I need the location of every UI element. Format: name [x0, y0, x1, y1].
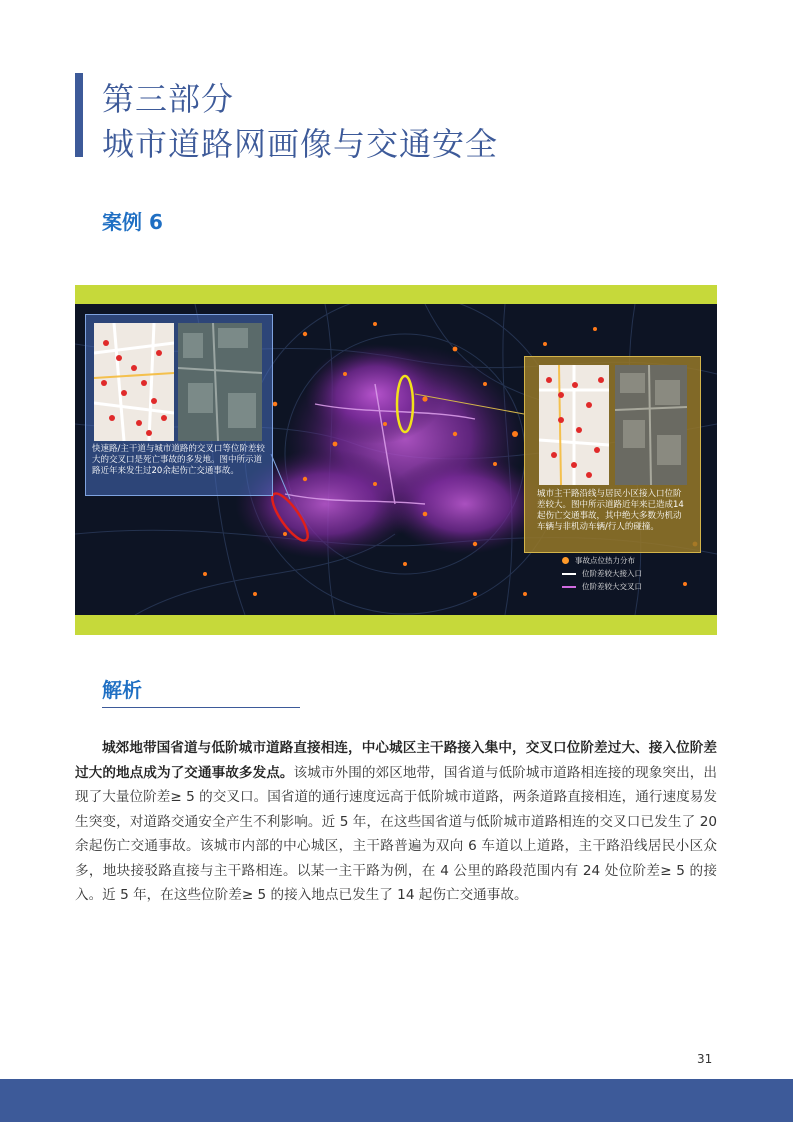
analysis-paragraph — [75, 736, 717, 908]
legend-label: 事故点位热力分布 — [575, 556, 635, 565]
right-callout — [524, 356, 701, 553]
white-line-icon — [562, 573, 576, 575]
legend-label: 位阶差较大交叉口 — [582, 582, 642, 591]
legend-label: 位阶差较大接入口 — [582, 569, 642, 578]
heat-dot-icon — [562, 557, 569, 564]
analysis-underline — [102, 707, 300, 708]
purple-line-icon — [562, 586, 576, 588]
paragraph-rest: 该城市外围的郊区地带，国省道与低阶城市道路相连接的现象突出，出现了大量位阶差≥ 5 的交叉口。国省道的通行速度远高于低阶城市道路，两条道路直接相连，通行速度易发生突变，对道路交通安全产生不利影响。近 5 年，在这些国省道与低阶城市道路相连的交叉口已发生了 20 余起伤亡交通事故。该城市内部的中心城区，主干路普遍为双向 6 车道以上道路，主干路沿线居民小区众多，地块接驳路直接与主干路相连。以某一主干路为例，在 4 公里的路段范围内有 24 处位阶差≥ 5 的接入。近 5 年，在这些位阶差≥ 5 的接入地点已发生了 14 起伤亡交通事故。 — [75, 764, 717, 903]
satellite-thumbnail — [178, 323, 262, 441]
paragraph-lead: 城郊地带国省道与低阶城市道路直接相连，中心城区主干路接入集中，交叉口位阶差过大、接入位阶差过大的地点成为了交通事故多发点。 — [75, 740, 717, 781]
satellite-thumbnail-right — [615, 365, 687, 485]
page-number: 31 — [697, 1052, 713, 1066]
map-legend — [562, 554, 702, 593]
legend-item — [562, 567, 702, 580]
street-map-thumbnail-right — [539, 365, 609, 485]
case-figure — [75, 285, 717, 635]
page-title: 城市道路网画像与交通安全 — [102, 125, 499, 163]
legend-item — [562, 554, 702, 567]
section-label: 第三部分 — [102, 80, 235, 118]
analysis-heading: 解析 — [102, 678, 142, 702]
title-accent-bar — [75, 73, 83, 157]
accident-heat-map — [75, 304, 717, 615]
legend-item — [562, 580, 702, 593]
case-title: 案例 6 — [102, 210, 163, 234]
right-caption: 城市主干路沿线与居民小区接入口位阶差较大。图中所示道路近年来已造成14起伤亡交通事故，其中绝大多数为机动车辆与非机动车辆/行人的碰撞。 — [537, 489, 684, 532]
left-callout — [85, 314, 273, 496]
left-caption: 快速路/主干道与城市道路的交叉口等位阶差较大的交叉口是死亡事故的多发地。图中所示道路近年来发生过20余起伤亡交通事故。 — [92, 444, 265, 476]
street-map-thumbnail — [94, 323, 174, 441]
footer-band — [0, 1079, 793, 1122]
